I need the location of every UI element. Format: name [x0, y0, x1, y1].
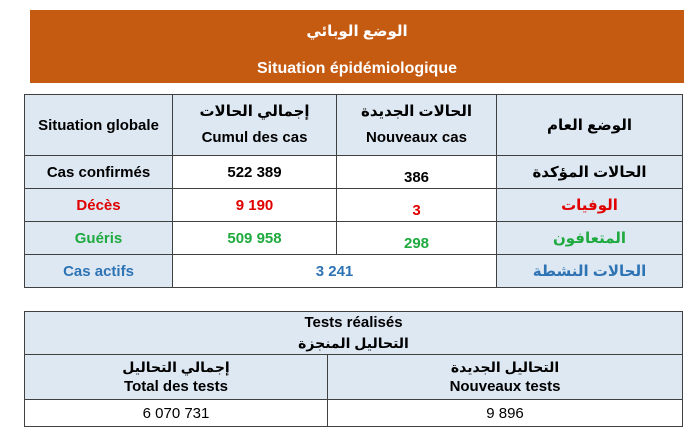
header-total-tests	[25, 355, 328, 400]
value-actifs: 3 241	[173, 255, 497, 288]
tests-table	[24, 311, 683, 427]
header-cumul-ar: إجمالي الحالات	[199, 103, 310, 120]
tests-value-row	[25, 400, 683, 427]
label-confirmes-ar: الحالات المؤكدة	[497, 156, 683, 189]
value-deces-new-text: 3	[412, 201, 421, 219]
title-french: Situation épidémiologique	[257, 60, 457, 77]
header-new-tests	[328, 355, 683, 400]
label-cas-confirmes: Cas confirmés	[25, 156, 173, 189]
header-situation-globale: Situation globale	[25, 95, 173, 156]
value-total-tests: 6 070 731	[25, 400, 328, 427]
label-gueris-ar: المتعافون	[497, 222, 683, 255]
header-new-tests-ar: التحاليل الجديدة	[450, 359, 560, 375]
label-deces-ar: الوفيات	[497, 189, 683, 222]
tests-header-row	[25, 355, 683, 400]
value-deces-new	[337, 189, 497, 222]
situation-table	[24, 94, 683, 288]
value-gueris-total: 509 958	[173, 222, 337, 255]
table-row	[25, 222, 683, 255]
label-gueris: Guéris	[25, 222, 173, 255]
value-confirmes-new-text: 386	[403, 168, 430, 186]
header-nouveaux-ar: الحالات الجديدة	[360, 103, 473, 120]
header-cumul	[173, 95, 337, 156]
header-total-tests-fr: Total des tests	[124, 378, 228, 395]
label-actifs-ar: الحالات النشطة	[497, 255, 683, 288]
situation-header-row	[25, 95, 683, 156]
title-banner	[30, 10, 684, 83]
header-cumul-fr: Cumul des cas	[201, 129, 308, 146]
header-total-tests-ar: إجمالي التحاليل	[122, 359, 230, 375]
header-nouveaux-fr: Nouveaux cas	[366, 129, 467, 146]
label-cas-actifs: Cas actifs	[25, 255, 173, 288]
table-row	[25, 189, 683, 222]
tests-title-ar: التحاليل المنجزة	[298, 335, 409, 351]
value-new-tests: 9 896	[328, 400, 683, 427]
value-gueris-new-text: 298	[403, 234, 430, 252]
header-new-tests-fr: Nouveaux tests	[449, 378, 561, 395]
table-row	[25, 255, 683, 288]
header-nouveaux	[337, 95, 497, 156]
value-confirmes-new	[337, 156, 497, 189]
tests-title-fr: Tests réalisés	[304, 314, 403, 331]
value-confirmes-total: 522 389	[173, 156, 337, 189]
tests-title	[25, 312, 683, 355]
tests-title-row	[25, 312, 683, 355]
header-situation-ar: الوضع العام	[497, 95, 683, 156]
label-deces: Décès	[25, 189, 173, 222]
table-row	[25, 156, 683, 189]
value-deces-total: 9 190	[173, 189, 337, 222]
title-arabic: الوضع الوبائي	[306, 23, 408, 40]
value-gueris-new	[337, 222, 497, 255]
